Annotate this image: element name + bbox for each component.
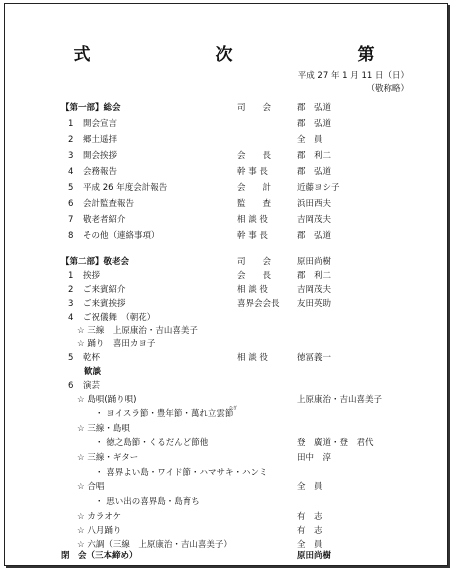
item-number: 2 [68,285,74,295]
item-number: 1 [68,119,74,129]
item-role: 相 談 役 [237,285,268,295]
item-person: 郡 利二 [297,151,332,161]
item4-sub-text: ☆ 三線 上原康治・吉山喜美子 [77,326,198,336]
item-role: 幹 事 長 [237,167,268,177]
act-songs: ・ 喜界よい島・ワイド節・ハマサキ・ハンミ [95,468,268,478]
part1-item [5,166,447,179]
part1-item [5,118,447,131]
part1-heading: 【第一部】総会 [61,103,121,113]
part2-heading-person: 原田尚樹 [297,257,332,267]
part1-item [5,134,447,147]
act-performer: 田中 淳 [297,453,332,463]
furigana: ひぎ [229,405,237,410]
part2-item [5,312,447,325]
act-row [5,481,447,494]
part2-item [5,352,447,365]
act-name: ☆ 合唱 [77,482,105,492]
act-name: ☆ 島唄(踊り唄) [77,395,137,405]
item-text: 挨拶 [83,271,101,281]
honorific-note: （敬称略） [366,84,409,94]
item-number: 3 [68,151,74,161]
item-person: 郡 弘道 [297,167,332,177]
closing-person: 原田尚樹 [297,551,332,561]
item-role: 監 査 [237,199,272,209]
act-songs-row [5,437,447,450]
item-person: 郡 弘道 [297,119,332,129]
act-row [5,525,447,538]
act-performer: 上原康治・吉山喜美子 [297,395,383,405]
item-text: 郷土遥拝 [83,135,118,145]
item-role: 幹 事 長 [237,231,268,241]
act-row [5,452,447,465]
act-performer: 有 志 [297,512,323,522]
item-person: 友田英助 [297,299,332,309]
kandan-row [5,366,447,379]
item-text: 会務報告 [83,167,118,177]
item-person: 吉岡茂夫 [297,285,332,295]
part2-item [5,284,447,297]
item-number: 2 [68,135,74,145]
part1-item [5,214,447,227]
act-name: ☆ 八月踊り [77,526,122,536]
part1-heading-row [5,102,447,115]
part2-item [5,298,447,311]
item-role: 相 談 役 [237,353,268,363]
act-name: ☆ 三線・ギター [77,453,139,463]
part1-heading-role: 司 会 [237,103,272,113]
item-number: 3 [68,299,74,309]
item-number: 4 [68,167,74,177]
document-page [4,3,448,566]
act-songs-row [5,405,447,421]
act-songs: ・ 徳之島節・くるだんど節他 [95,438,209,448]
part1-item [5,198,447,211]
part2-heading: 【第二部】敬老会 [61,257,130,267]
item-role: 相 談 役 [237,215,268,225]
item-number: 1 [68,271,74,281]
part1-item [5,182,447,195]
page-title: 式 次 第 [73,45,429,65]
act-performer: 全 員 [297,482,323,492]
item-text: ご祝儀舞 （朝花） [83,313,156,323]
item-number: 6 [68,381,74,391]
item-text: ご来賓挨拶 [83,299,126,309]
item4-sub-text: ☆ 踊り 喜田カヨ子 [77,339,156,349]
act-songs-row [5,496,447,509]
kandan-text: 歓談 [84,367,102,377]
item-text: 開会挨拶 [83,151,118,161]
part2-heading-role: 司 会 [237,257,272,267]
act-performer: 登 廣道・登 君代 [297,438,374,448]
item-person: 近藤ヨシ子 [297,183,340,193]
act-row [5,423,447,436]
act-songs: ・ ヨイスラ節・豊年節・萬れ立雲節 [95,409,234,419]
item-role: 喜界会会長 [237,299,280,309]
act-name: ☆ 六調（三線 上原康治・吉山喜美子） [77,540,232,550]
act-performer: 有 志 [297,526,323,536]
item-text: 開会宣言 [83,119,118,129]
act-row [5,511,447,524]
item-person: 郡 弘道 [297,231,332,241]
item-person: 全 員 [297,135,323,145]
act-performer: 全 員 [297,540,323,550]
part1-item [5,150,447,163]
item-role: 会 計 [237,183,272,193]
act-name: ☆ 三線・島唄 [77,424,130,434]
item-number: 5 [68,183,74,193]
item-text: 演芸 [83,381,101,391]
item-number: 7 [68,215,74,225]
item-number: 6 [68,199,74,209]
item4-sub-line [5,325,447,338]
item-text: 会計監査報告 [83,199,135,209]
item-person: 浜田西夫 [297,199,332,209]
item-person: 徳冨義一 [297,353,332,363]
item4-sub-line [5,338,447,351]
event-date: 平成 27 年 1 月 11 日（日） [297,71,409,81]
item-text: その他（連絡事項） [83,231,160,241]
act-songs-row [5,467,447,480]
item-person: 郡 利二 [297,271,332,281]
act-row [5,394,447,407]
closing-row [5,550,447,563]
act-songs: ・ 思い出の喜界島・島育ち [95,497,200,507]
item-text: 敬老者紹介 [83,215,126,225]
part1-heading-person: 郡 弘道 [297,103,332,113]
item-number: 4 [68,313,74,323]
act-name: ☆ カラオケ [77,512,122,522]
item-role: 会 長 [237,151,272,161]
item-text: 平成 26 年度会計報告 [83,183,168,193]
item-role: 会 長 [237,271,272,281]
part2-heading-row [5,256,447,269]
item-text: 乾杯 [83,353,101,363]
item-person: 吉岡茂夫 [297,215,332,225]
closing-text: 閉 会（三本締め） [61,551,138,561]
item-number: 8 [68,231,74,241]
part1-item [5,230,447,243]
part2-item [5,270,447,283]
item-number: 5 [68,353,74,363]
part2-item [5,380,447,393]
item-text: ご来賓紹介 [83,285,126,295]
